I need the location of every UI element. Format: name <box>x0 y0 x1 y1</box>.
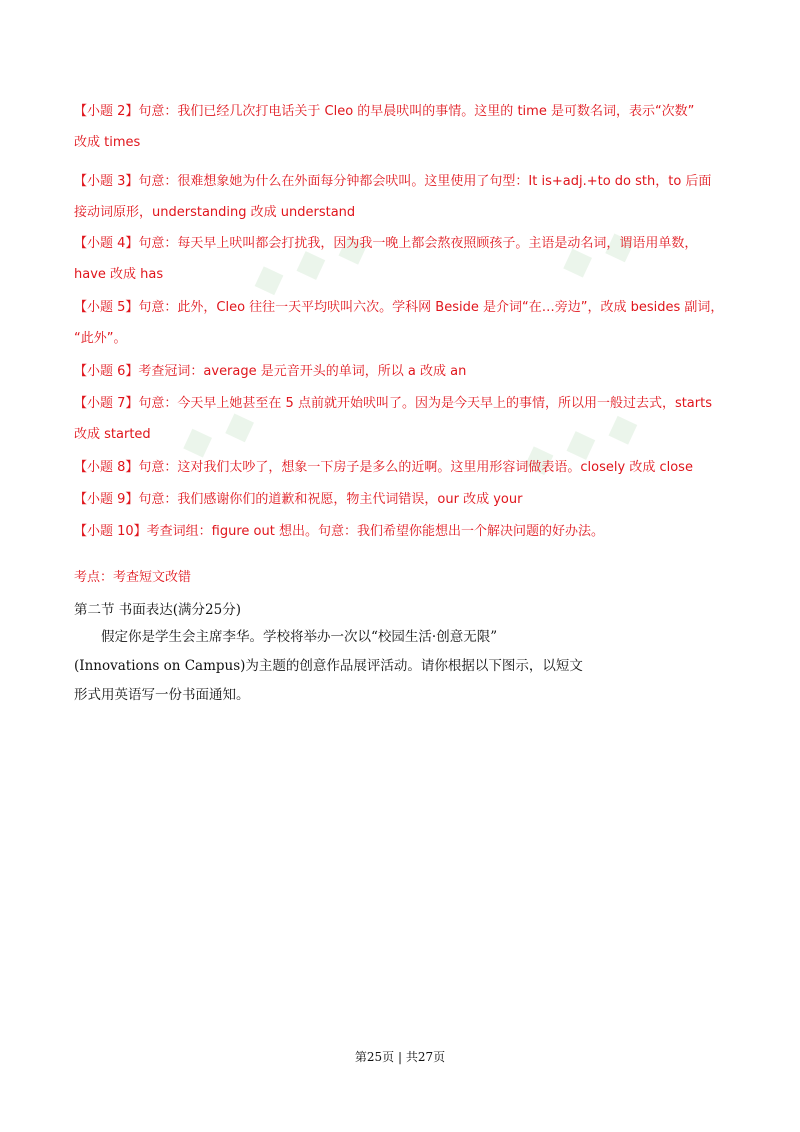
answer-line: 【小题 10】考查词组：figure out 想出。句意：我们希望你能想出一个解决问题的好办法。 <box>74 524 604 539</box>
answer-line: 【小题 4】句意：每天早上吠叫都会打扰我，因为我一晚上都会熬夜照顾孩子。主语是动名词，谓语用单数， <box>74 236 698 251</box>
answer-line: 【小题 6】考查冠词：average 是元音开头的单词，所以 a 改成 an <box>74 364 467 379</box>
answer-line: 【小题 9】句意：我们感谢你们的道歉和祝愿，物主代词错误，our 改成 your <box>74 492 523 507</box>
answer-line: 【小题 3】句意：很难想象她为什么在外面每分钟都会吠叫。这里使用了句型：It is+adj.+to do sth，to 后面 <box>74 174 712 189</box>
answer-line: 【小题 2】句意：我们已经几次打电话关于 Cleo 的早晨吠叫的事情。这里的 time 是可数名词，表示“次数” <box>74 104 695 119</box>
section-title: 第二节 书面表达(满分25分) <box>74 602 242 618</box>
test-point-label: 考点：考查短文改错 <box>74 570 192 585</box>
answer-item-7 <box>74 396 712 443</box>
prompt-line: 形式用英语写一份书面通知。 <box>74 687 250 703</box>
watermark-decoration: ◆ ◆ <box>554 218 642 288</box>
answer-item-4 <box>74 236 697 283</box>
answer-line: 【小题 7】句意：今天早上她甚至在 5 点前就开始吠叫了。因为是今天早上的事情，所以用一般过去式，starts <box>74 396 712 411</box>
watermark-decoration: ◆ ◆ ◆ <box>245 220 375 306</box>
page-footer: 第25页 | 共27页 <box>354 1050 446 1064</box>
answer-item-2 <box>74 104 694 151</box>
answer-line: 改成 times <box>74 135 141 150</box>
answer-line: 接动词原形，understanding 改成 understand <box>74 205 356 220</box>
prompt-line: 假定你是学生会主席李华。学校将举办一次以“校园生活·创意无限” <box>74 629 498 645</box>
answer-item-5 <box>74 300 723 347</box>
answer-line: 【小题 5】句意：此外，Cleo 往往一天平均吠叫六次。学科网 Beside 是介词“在…旁边”，改成 besides 副词， <box>74 300 724 315</box>
answer-line: have 改成 has <box>74 267 164 282</box>
answer-item-3 <box>74 174 711 221</box>
watermark-decoration: ◆ ◆ <box>174 398 262 468</box>
answer-item-9 <box>74 492 522 508</box>
answer-line: 【小题 8】句意：这对我们太吵了，想象一下房子是多么的近啊。这里用形容词做表语。closely 改成 close <box>74 460 693 475</box>
answer-line: “此外”。 <box>74 331 127 346</box>
writing-prompt <box>74 628 734 704</box>
answer-item-8 <box>74 460 693 476</box>
prompt-line: (Innovations on Campus)为主题的创意作品展评活动。请你根据以下图示，以短文 <box>74 658 583 674</box>
answer-line: 改成 started <box>74 427 151 442</box>
answer-item-6 <box>74 364 466 380</box>
answer-item-10 <box>74 524 604 540</box>
watermark-decoration: ◆ ◆ ◆ <box>515 400 645 486</box>
